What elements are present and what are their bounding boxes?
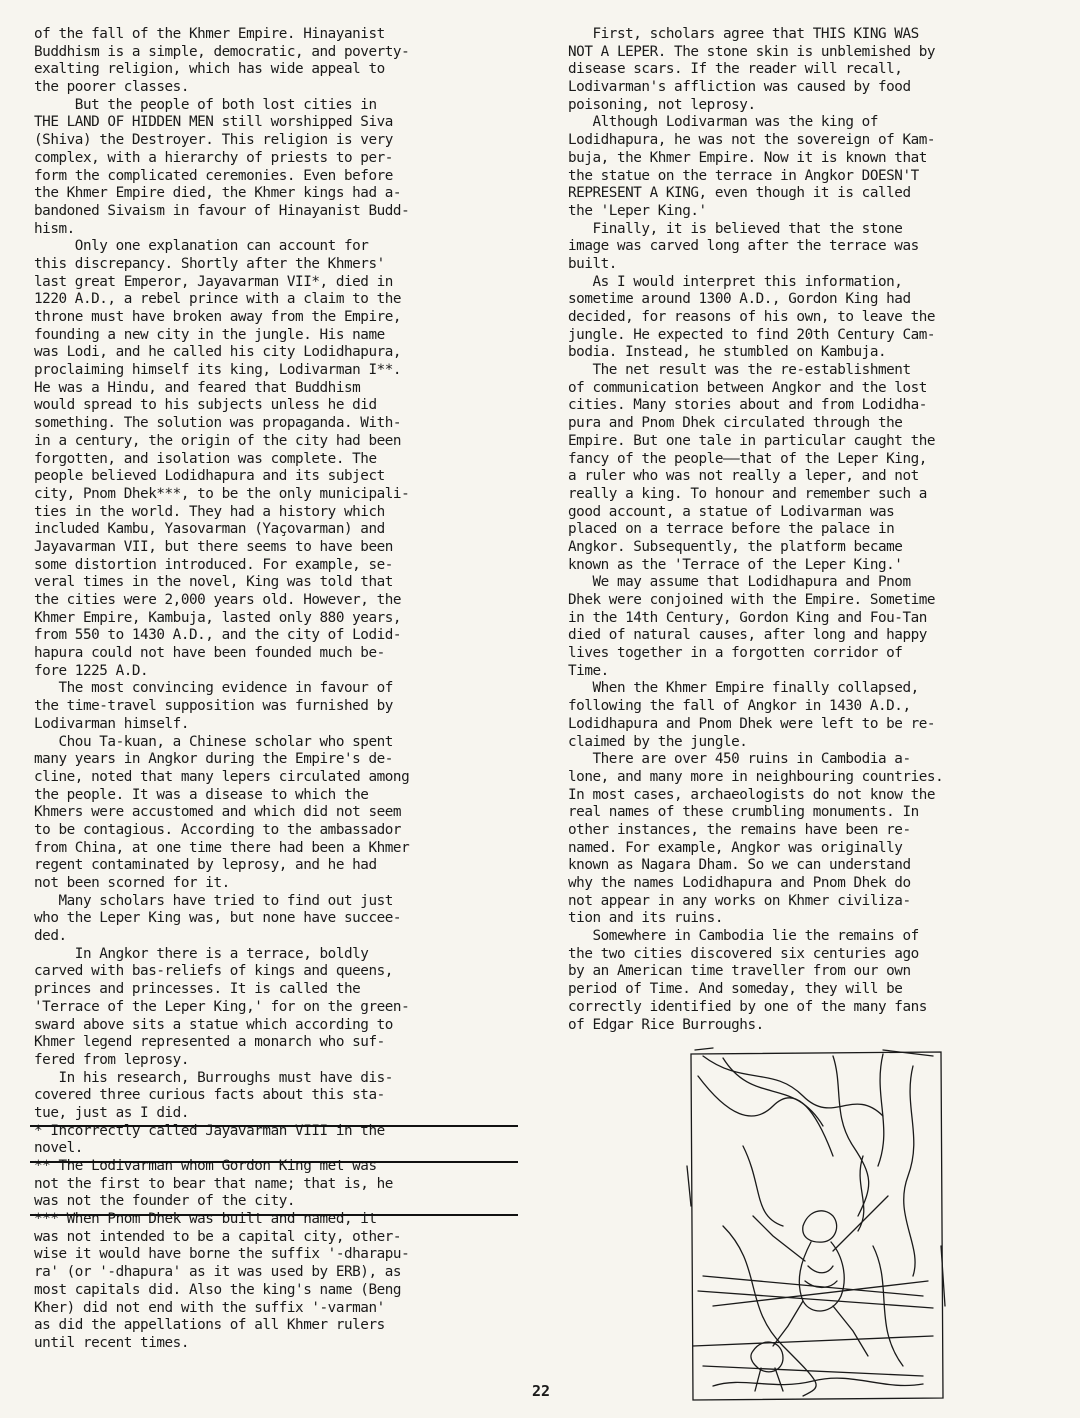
text-line: 1220 A.D., a rebel prince with a claim to the [34, 291, 402, 308]
text-line: The most convincing evidence in favour of [34, 680, 393, 697]
text-line: veral times in the novel, King was told that [34, 574, 393, 591]
text-line: In Angkor there is a terrace, boldly [34, 945, 369, 962]
footnote-rule [30, 1125, 518, 1127]
page-number: 22 [532, 1382, 551, 1400]
text-line: not the first to bear that name; that is, he [34, 1175, 393, 1192]
text-line: really a king. To honour and remember such a [568, 485, 927, 502]
text-line: In his research, Burroughs must have dis- [34, 1069, 393, 1086]
text-line: the 'Leper King.' [568, 202, 707, 219]
text-line: claimed by the jungle. [568, 733, 748, 750]
text-line: placed on a terrace before the palace in [568, 521, 895, 538]
text-line: not appear in any works on Khmer civiliza- [568, 892, 911, 909]
text-line: was Lodi, and he called his city Lodidhapura, [34, 344, 402, 361]
text-line: was not intended to be a capital city, other- [34, 1228, 402, 1245]
text-line: founding a new city in the jungle. His name [34, 326, 385, 343]
text-line: buja, the Khmer Empire. Now it is known that [568, 149, 927, 166]
text-line: exalting religion, which has wide appeal to [34, 61, 385, 78]
text-line: *** When Pnom Dhek was built and named, it [34, 1211, 377, 1228]
text-line: the poorer classes. [34, 79, 189, 96]
text-line: bodia. Instead, he stumbled on Kambuja. [568, 344, 887, 361]
text-line: Kher) did not end with the suffix '-varman' [34, 1299, 385, 1316]
text-line: complex, with a hierarchy of priests to per- [34, 149, 393, 166]
text-line: REPRESENT A KING, even though it is called [568, 185, 911, 202]
text-line: disease scars. If the reader will recall, [568, 61, 903, 78]
text-line: Angkor. Subsequently, the platform became [568, 538, 903, 555]
text-line: the two cities discovered six centuries ago [568, 945, 919, 962]
text-line: THE LAND OF HIDDEN MEN still worshipped Siva [34, 114, 393, 131]
text-line: lives together in a forgotten corridor of [568, 645, 903, 662]
text-line: Lodidhapura and Pnom Dhek were left to be re- [568, 715, 936, 732]
text-line: city, Pnom Dhek***, to be the only municipali- [34, 485, 410, 502]
text-line: Only one explanation can account for [34, 238, 369, 255]
text-line: image was carved long after the terrace was [568, 238, 919, 255]
text-line: from 550 to 1430 A.D., and the city of Lodid- [34, 627, 402, 644]
text-line: of the fall of the Khmer Empire. Hinayanist [34, 26, 385, 42]
text-line: Lodidhapura, he was not the sovereign of Kam- [568, 132, 936, 149]
text-line: cline, noted that many lepers circulated among [34, 768, 410, 785]
text-line: Khmer legend represented a monarch who suf- [34, 1034, 385, 1051]
text-line: regent contaminated by leprosy, and he had [34, 857, 377, 874]
text-line: Khmer Empire, Kambuja, lasted only 880 years, [34, 609, 402, 626]
text-line: He was a Hindu, and feared that Buddhism [34, 379, 361, 396]
text-line: some distortion introduced. For example, se- [34, 556, 393, 573]
text-line: cities. Many stories about and from Lodidha- [568, 397, 927, 414]
text-line: the people. It was a disease to which the [34, 786, 369, 803]
text-line: ** The Lodivarman whom Gordon King met was [34, 1158, 377, 1174]
text-line: following the fall of Angkor in 1430 A.D., [568, 698, 911, 715]
text-line: proclaiming himself its king, Lodivarman I**. [34, 362, 402, 379]
text-line: Time. [568, 662, 609, 679]
text-line: built. [568, 255, 617, 272]
text-line: fore 1225 A.D. [34, 662, 149, 679]
text-line: As I would interpret this information, [568, 273, 903, 290]
text-line: hism. [34, 220, 75, 237]
text-line: Many scholars have tried to find out just [34, 892, 393, 909]
text-line: lone, and many more in neighbouring countries. [568, 768, 944, 785]
text-line: last great Emperor, Jayavarman VII*, died in [34, 273, 393, 290]
text-line: Lodivarman's affliction was caused by food [568, 79, 911, 96]
text-line: died of natural causes, after long and happy [568, 627, 927, 644]
text-line: in the 14th Century, Gordon King and Fou-Tan [568, 609, 927, 626]
text-line: ties in the world. They had a history which [34, 503, 385, 520]
text-line: carved with bas-reliefs of kings and queens, [34, 963, 393, 980]
text-line: pura and Pnom Dhek circulated through the [568, 415, 903, 432]
text-line: fancy of the people——that of the Leper King, [568, 450, 927, 467]
text-line: We may assume that Lodidhapura and Pnom [568, 574, 911, 591]
text-line: period of Time. And someday, they will be [568, 981, 903, 998]
text-line: In most cases, archaeologists do not know the [568, 786, 936, 803]
text-line: sward above sits a statue which according to [34, 1016, 393, 1033]
text-line: sometime around 1300 A.D., Gordon King had [568, 291, 911, 308]
text-line: known as the 'Terrace of the Leper King.' [568, 556, 903, 573]
text-line: forgotten, and isolation was complete. The [34, 450, 377, 467]
text-line: of Edgar Rice Burroughs. [568, 1016, 764, 1033]
text-line: poisoning, not leprosy. [568, 96, 756, 113]
text-line: The net result was the re-establishment [568, 362, 911, 379]
text-line: fered from leprosy. [34, 1051, 189, 1068]
figure-sketch-illustration [683, 1046, 948, 1406]
text-line: wise it would have borne the suffix '-dharapu- [34, 1246, 410, 1263]
text-line: many years in Angkor during the Empire's de- [34, 751, 393, 768]
text-line: form the complicated ceremonies. Even before [34, 167, 393, 184]
text-line: * Incorrectly called Jayavarman VIII in the [34, 1122, 385, 1139]
text-line: the Khmer Empire died, the Khmer kings had a- [34, 185, 402, 202]
text-line: Chou Ta-kuan, a Chinese scholar who spent [34, 733, 393, 750]
text-line: until recent times. [34, 1334, 189, 1351]
text-line: from China, at one time there had been a Khmer [34, 839, 410, 856]
text-line: covered three curious facts about this sta- [34, 1087, 385, 1104]
text-line: Dhek were conjoined with the Empire. Sometime [568, 592, 936, 608]
text-line: the statue on the terrace in Angkor DOESN'T [568, 167, 919, 184]
text-line: good account, a statue of Lodivarman was [568, 503, 895, 520]
text-line: 'Terrace of the Leper King,' for on the green- [34, 998, 410, 1015]
text-line: to be contagious. According to the ambassador [34, 821, 402, 838]
text-line: most capitals did. Also the king's name (Beng [34, 1281, 402, 1298]
text-line: ra' (or '-dhapura' as it was used by ERB), as [34, 1264, 402, 1281]
text-line: ded. [34, 928, 67, 945]
text-line: When the Khmer Empire finally collapsed, [568, 680, 919, 697]
text-line: novel. [34, 1140, 83, 1157]
text-line: Somewhere in Cambodia lie the remains of [568, 928, 919, 945]
text-line: First, scholars agree that THIS KING WAS [568, 26, 919, 42]
text-line: Empire. But one tale in particular caught the [568, 432, 936, 449]
text-line: named. For example, Angkor was originally [568, 839, 903, 856]
text-line: correctly identified by one of the many fans [568, 998, 927, 1015]
text-line: by an American time traveller from our own [568, 963, 911, 980]
text-line: not been scorned for it. [34, 875, 230, 891]
text-line: this discrepancy. Shortly after the Khmers' [34, 255, 385, 272]
text-line: other instances, the remains have been re- [568, 821, 911, 838]
text-line: There are over 450 ruins in Cambodia a- [568, 751, 911, 768]
text-line: the time-travel supposition was furnished by [34, 698, 393, 715]
text-line: of communication between Angkor and the lost [568, 379, 927, 396]
text-line: Buddhism is a simple, democratic, and poverty- [34, 43, 410, 60]
text-line: But the people of both lost cities in [34, 96, 377, 113]
left-column [34, 26, 524, 1353]
text-line: as did the appellations of all Khmer rulers [34, 1317, 385, 1334]
text-line: tue, just as I did. [34, 1104, 189, 1121]
text-line: included Kambu, Yasovarman (Yaçovarman) and [34, 521, 385, 538]
text-line: throne must have broken away from the Empire, [34, 309, 402, 325]
text-line: jungle. He expected to find 20th Century Cam- [568, 326, 936, 343]
text-line: Finally, it is believed that the stone [568, 220, 903, 237]
text-line: known as Nagara Dham. So we can understand [568, 857, 911, 874]
text-line: real names of these crumbling monuments. In [568, 804, 919, 821]
text-line: hapura could not have been founded much be- [34, 645, 385, 662]
text-line: tion and its ruins. [568, 910, 723, 927]
text-line: princes and princesses. It is called the [34, 981, 361, 998]
text-line: Lodivarman himself. [34, 715, 189, 732]
text-line: something. The solution was propaganda. With- [34, 415, 402, 432]
text-line: in a century, the origin of the city had been [34, 432, 402, 449]
text-line: Khmers were accustomed and which did not seem [34, 804, 402, 821]
text-line: would spread to his subjects unless he did [34, 397, 377, 414]
text-line: people believed Lodidhapura and its subject [34, 468, 385, 485]
footnote-rule [30, 1214, 518, 1216]
text-line: Jayavarman VII, but there seems to have been [34, 538, 393, 555]
footnote-rule [30, 1161, 518, 1163]
text-line: Although Lodivarman was the king of [568, 114, 878, 131]
text-line: (Shiva) the Destroyer. This religion is very [34, 132, 393, 149]
text-line: bandoned Sivaism in favour of Hinayanist Budd- [34, 202, 410, 219]
text-line: a ruler who was not really a leper, and not [568, 468, 919, 485]
text-line: NOT A LEPER. The stone skin is unblemished by [568, 43, 936, 60]
text-line: was not the founder of the city. [34, 1193, 296, 1210]
text-line: why the names Lodidhapura and Pnom Dhek do [568, 875, 911, 891]
right-column [568, 26, 1058, 1034]
text-line: decided, for reasons of his own, to leave the [568, 309, 936, 325]
text-line: the cities were 2,000 years old. However, the [34, 592, 402, 608]
text-line: who the Leper King was, but none have succee- [34, 910, 402, 927]
